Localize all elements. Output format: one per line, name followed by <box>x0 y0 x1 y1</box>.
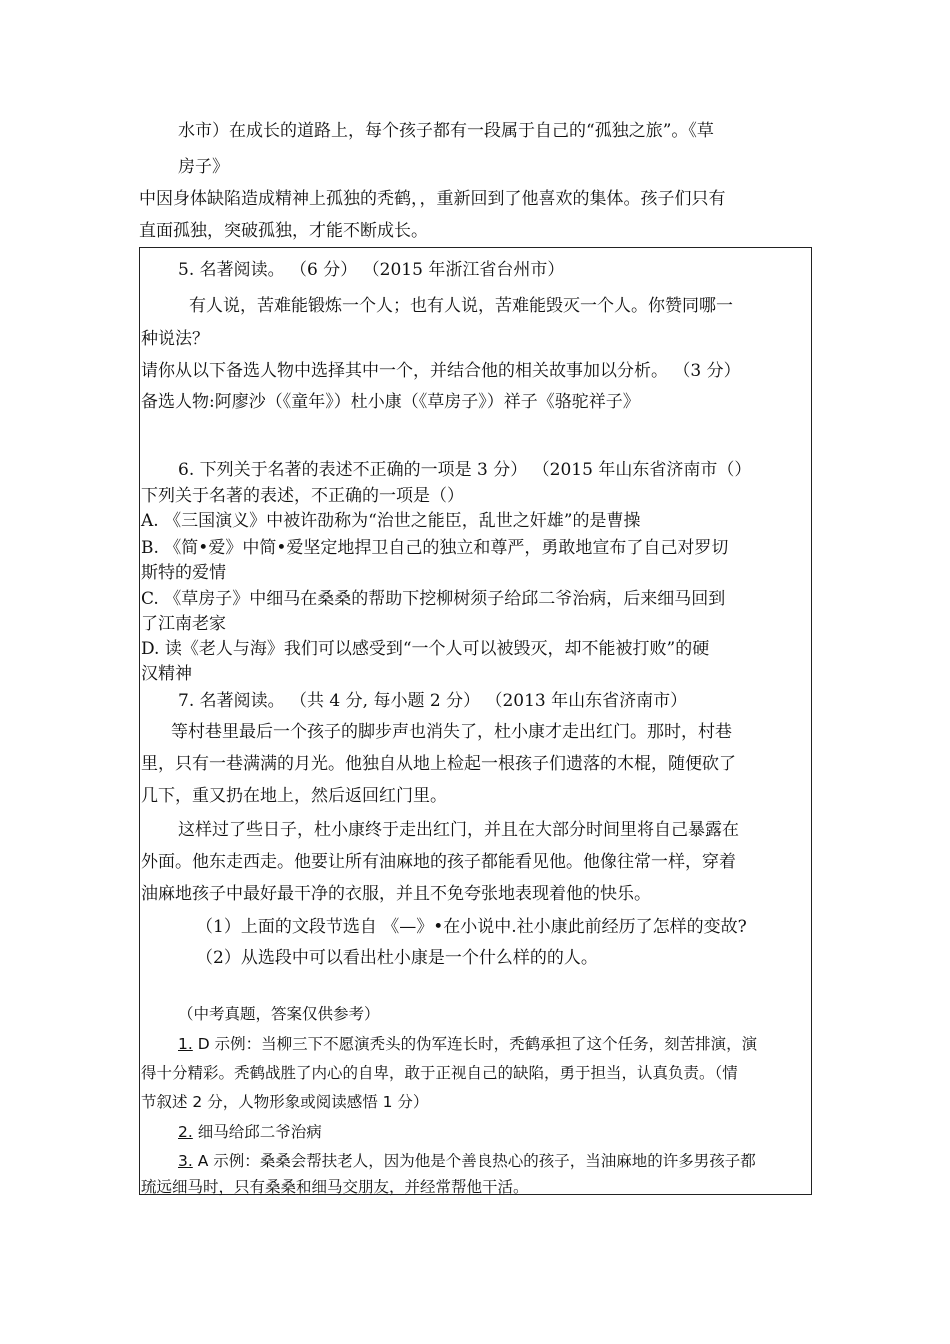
q7-title: 7. 名著阅读。 （共 4 分, 每小题 2 分） （2013 年山东省济南市） <box>178 691 688 711</box>
q6-title: 6. 下列关于名著的表述不正确的一项是 3 分） （2015 年山东省济南市（） <box>178 460 752 480</box>
intro-line-3: 中因身体缺陷造成精神上孤独的秃鹤，，重新回到了他喜欢的集体。孩子们只有 <box>139 189 726 209</box>
q6-option-b-line-2: 斯特的爱情 <box>141 563 226 583</box>
q6-option-b-line-1: B. 《简•爱》中简•爱坚定地捍卫自己的独立和尊严，勇敢地宣布了自己对罗切 <box>141 538 729 558</box>
q6-option-c-line-1: C. 《草房子》中细马在桑桑的帮助下挖柳树须子给邱二爷治病，后来细马回到 <box>141 589 726 609</box>
q5-candidates: 备选人物:阿廖沙（《童年》）杜小康（《草房子》）祥子《骆驼祥子》 <box>141 392 640 412</box>
answers-heading: （中考真题，答案仅供参考） <box>178 1005 380 1023</box>
intro-line-4: 直面孤独，突破孤独，才能不断成长。 <box>139 221 428 241</box>
q5-paragraph-line-1: 有人说，苦难能锻炼一个人；也有人说，苦难能毁灭一个人。你赞同哪一 <box>189 296 733 316</box>
q7-passage-1-line-3: 几下，重又扔在地上，然后返回红门里。 <box>141 786 447 806</box>
answer-3-line-2: 琉远细马时，只有桑桑和细马交朋友，并经常帮他干活。 <box>141 1178 529 1196</box>
answer-1-line-2: 得十分精彩。秃鹤战胜了内心的自卑，敢于正视自己的缺陷，勇于担当，认真负责。（情 <box>141 1064 738 1082</box>
answer-2-text: 细马给邱二爷治病 <box>192 1123 322 1141</box>
answer-1-line-1 <box>178 1032 757 1054</box>
q5-instruction: 请你从以下备选人物中选择其中一个，并结合他的相关故事加以分析。 （3 分） <box>141 361 741 381</box>
q7-passage-2-line-2: 外面。他东走西走。他要让所有油麻地的孩子都能看见他。他像往常一样，穿着 <box>141 852 736 872</box>
intro-line-1: 水市）在成长的道路上，每个孩子都有一段属于自己的“孤独之旅”。《草 <box>178 121 714 141</box>
q7-passage-2-line-1: 这样过了些日子，杜小康终于走出红门，并且在大部分时间里将自己暴露在 <box>178 820 739 840</box>
q6-option-d-line-1: D. 读《老人与海》我们可以感受到“一个人可以被毁灭，却不能被打败”的硬 <box>141 639 710 659</box>
q5-paragraph-line-2: 种说法？ <box>141 329 209 349</box>
q6-option-a: A. 《三国演义》中被许劭称为“治世之能臣，乱世之奸雄”的是曹操 <box>141 511 641 531</box>
answer-3-number: 3. <box>178 1152 193 1170</box>
q6-option-c-line-2: 了江南老家 <box>141 614 226 634</box>
q6-stem: 下列关于名著的表述，不正确的一项是（） <box>141 486 464 506</box>
q7-passage-1-line-2: 里，只有一巷满满的月光。他独自从地上检起一根孩子们遗落的木棍，随便砍了 <box>141 754 736 774</box>
q7-passage-1-line-1: 等村巷里最后一个孩子的脚步声也消失了，杜小康才走出红门。那时，村巷 <box>171 722 732 742</box>
q6-option-d-line-2: 汉精神 <box>141 664 192 684</box>
q5-title: 5. 名著阅读。 （6 分） （2015 年浙江省台州市） <box>178 260 565 280</box>
answer-3-text: A 示例：桑桑会帮扶老人，因为他是个善良热心的孩子，当油麻地的许多男孩子都 <box>192 1152 756 1170</box>
answer-2 <box>178 1120 322 1142</box>
intro-line-2: 房子》 <box>178 157 229 177</box>
answer-1-line-3: 节叙述 2 分，人物形象或阅读感悟 1 分） <box>141 1093 429 1111</box>
answer-1-text: D 示例：当柳三下不愿演秃头的伪军连长时，秃鹤承担了这个任务，刻苦排演，演 <box>192 1035 758 1053</box>
q7-passage-2-line-3: 油麻地孩子中最好最干净的衣服，并且不免夸张地表现着他的快乐。 <box>141 884 651 904</box>
q7-subquestion-2: （2）从选段中可以看出杜小康是一个什么样的的人。 <box>196 948 598 968</box>
q7-subquestion-1: （1）上面的文段节选自 《—》•在小说中.社小康此前经历了怎样的变故? <box>196 917 747 937</box>
answer-1-number: 1. <box>178 1035 193 1053</box>
answer-3-line-1 <box>178 1149 756 1171</box>
answer-2-number: 2. <box>178 1123 193 1141</box>
